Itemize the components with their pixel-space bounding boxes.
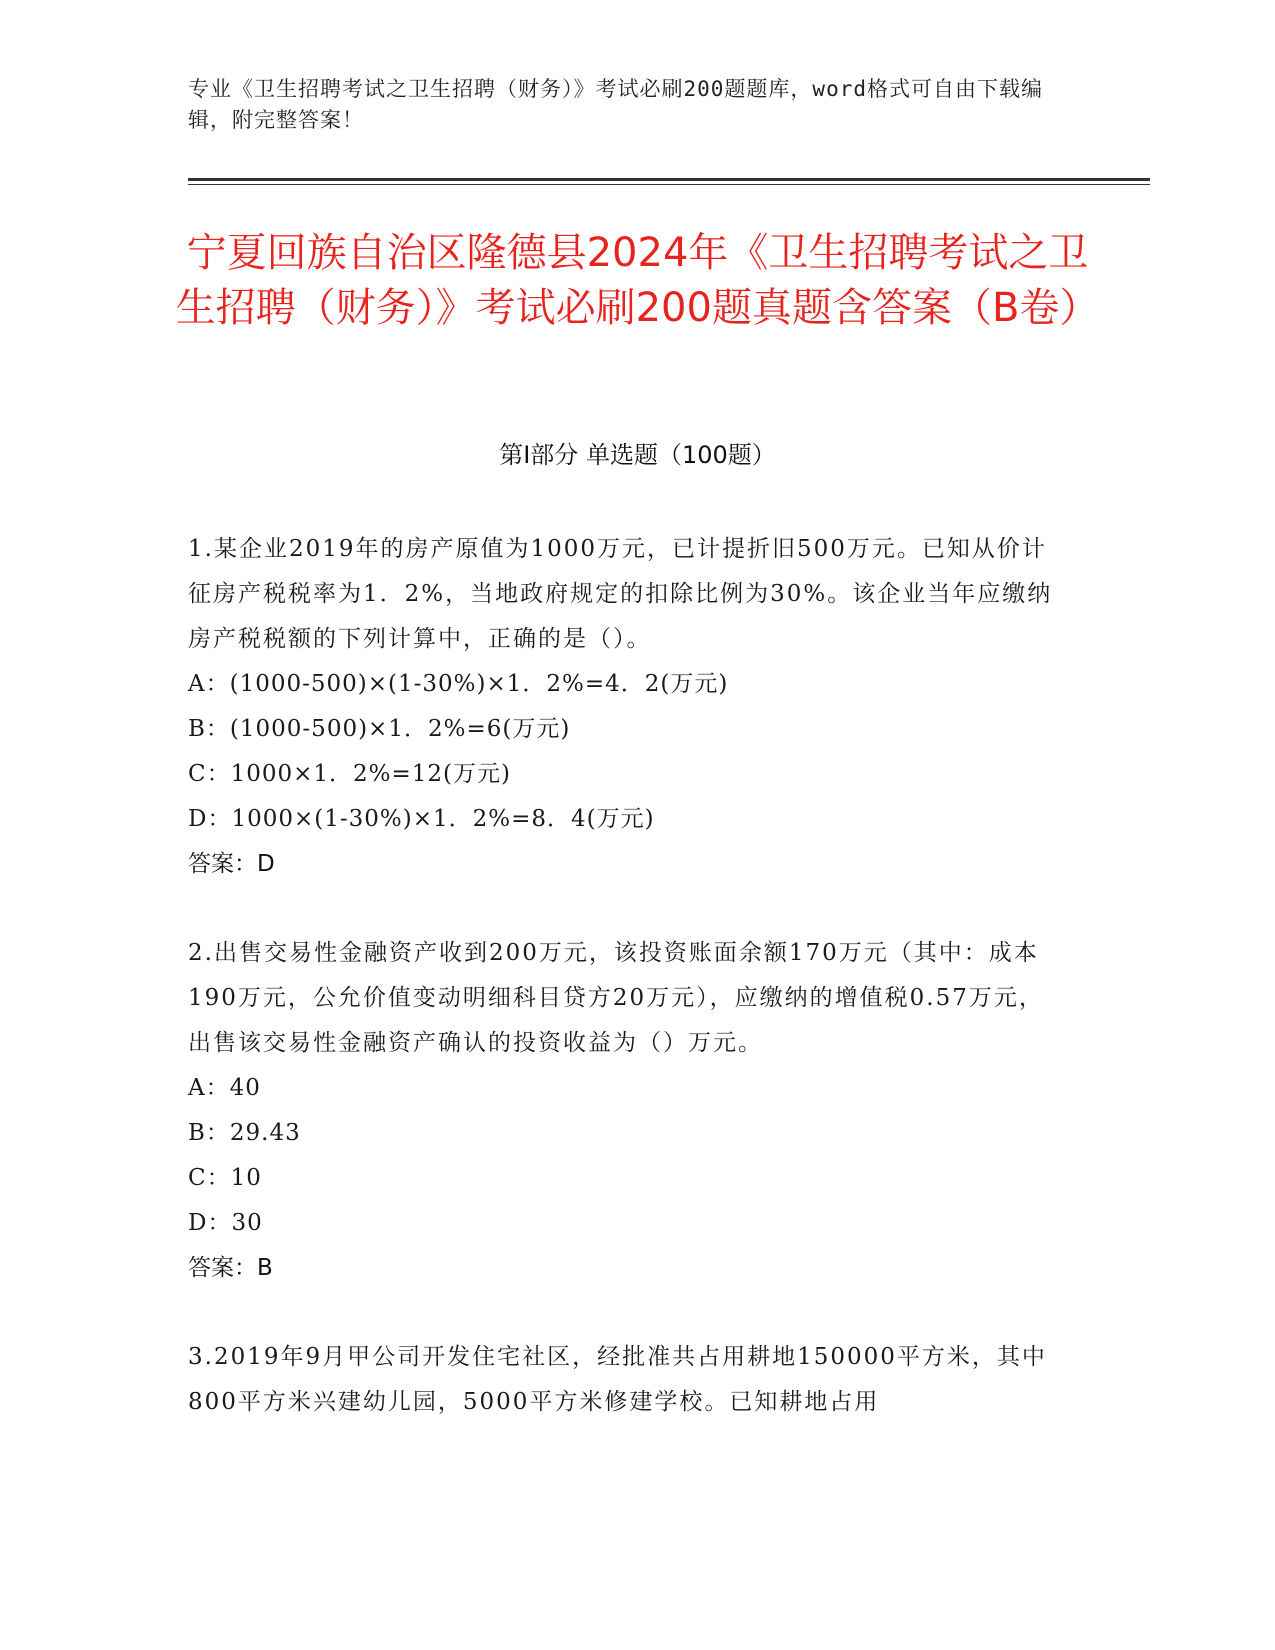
question-1 (188, 527, 1068, 887)
option-a: A：(1000-500)×(1-30%)×1．2%=4．2(万元) (188, 671, 729, 697)
document-title: 宁夏回族自治区隆德县2024年《卫生招聘考试之卫生招聘（财务）》考试必刷200题真题含答案（B卷） (175, 230, 1100, 331)
header-divider-thin (188, 184, 1150, 185)
header-note: 专业《卫生招聘考试之卫生招聘（财务）》考试必刷200题题库，word格式可自由下载编辑，附完整答案！ (188, 77, 1043, 132)
option-a: A：40 (188, 1075, 261, 1101)
question-2 (188, 931, 1068, 1291)
option-c: C：1000×1．2%=12(万元) (188, 761, 512, 787)
option-d: D：1000×(1-30%)×1．2%=8．4(万元) (188, 806, 655, 832)
question-stem: 2.出售交易性金融资产收到200万元，该投资账面余额170万元（其中：成本190万元，公允价值变动明细科目贷方20万元），应缴纳的增值税0.57万元，出售该交易性金融资产确认的投资收益为（）万元。 (188, 940, 1044, 1056)
section-heading: 第Ⅰ部分 单选题（100题） (499, 441, 776, 469)
option-c: C：10 (188, 1165, 262, 1191)
answer-line: 答案：D (188, 851, 275, 877)
question-3 (188, 1335, 1068, 1425)
option-b: B：29.43 (188, 1120, 301, 1146)
header-divider-thick (188, 178, 1150, 181)
option-b: B：(1000-500)×1．2%=6(万元) (188, 716, 571, 742)
option-d: D：30 (188, 1210, 263, 1236)
question-list (188, 527, 1068, 1469)
answer-line: 答案：B (188, 1255, 273, 1281)
question-stem: 1.某企业2019年的房产原值为1000万元，已计提折旧500万元。已知从价计征房产税税率为1．2%，当地政府规定的扣除比例为30%。该企业当年应缴纳房产税税额的下列计算中，正确的是（）。 (188, 536, 1053, 652)
question-stem: 3.2019年9月甲公司开发住宅社区，经批准共占用耕地150000平方米，其中800平方米兴建幼儿园，5000平方米修建学校。已知耕地占用 (188, 1344, 1047, 1415)
